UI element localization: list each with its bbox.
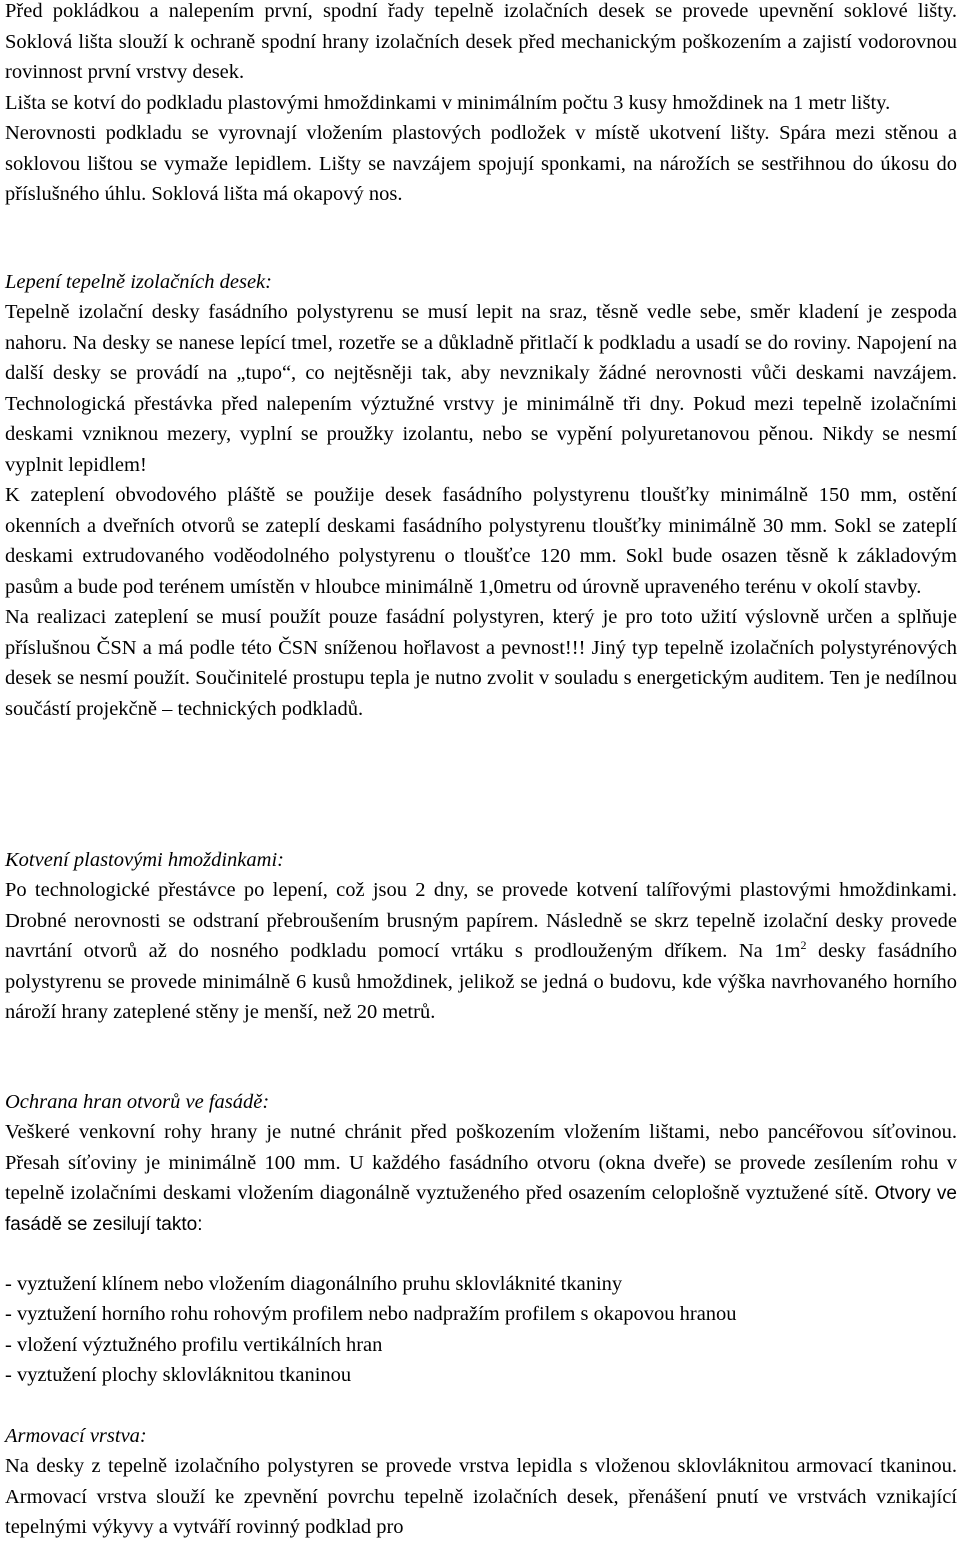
lepeni-paragraph-2: K zateplení obvodového pláště se použije desek fasádního polystyrenu tloušťky minimálně 150 mm, ostění okenních a dveřních otvorů se zateplí deskami fasádního polystyrenu tloušťky minimálně 30 mm. Sokl se zateplí deskami extrudovaného voděodolného polystyrenu o tloušťce 120 mm. Sokl bude osazen těsně k základovým pasům a bude pod terénem umístěn v hloubce minimálně 1,0metru od úrovně upraveného terénu v okolí stavby.: [5, 484, 957, 598]
ochrana-section: [5, 1087, 957, 1240]
square-superscript: 2: [800, 938, 807, 953]
ochrana-list-intro: Otvory ve fasádě se zesilují takto:: [5, 1183, 957, 1235]
lepeni-paragraph-3: Na realizaci zateplení se musí použít pouze fasádní polystyren, který je pro toto užití výslovně určen a splňuje příslušnou ČSN a má podle této ČSN sníženou hořlavost a pevnost!!! Jiný typ tepelně izolačních polystyrénových desek se nesmí použít. Součinitelé prostupu tepla je nutno zvolit v souladu s energetickým auditem. Ten je nedílnou součástí projekčně – technických podkladů.: [5, 606, 957, 720]
armovaci-paragraph: Na desky z tepelně izolačního polystyren se provede vrstva lepidla s vloženou sklovláknitou armovací tkaninou. Armovací vrstva slouží ke zpevnění povrchu tepelně izolačních desek, přenášení pnutí ve vrstvách vznikající tepelnými výkyvy a vytváří rovinný podklad pro: [5, 1455, 957, 1538]
intro-section: [5, 0, 957, 210]
ochrana-heading: Ochrana hran otvorů ve fasádě:: [5, 1091, 270, 1113]
lepeni-heading: Lepení tepelně izolačních desek:: [5, 271, 272, 293]
reinforcement-list: [5, 1269, 957, 1390]
kotveni-text-b: desky fasádního polystyrenu se provede minimálně 6 kusů hmoždinek, jelikož se jedná o budovu, kde výška navrhovaného horního nároží hrany zateplené stěny je menší, než 20 metrů.: [5, 940, 957, 1023]
intro-paragraph-3: Nerovnosti podkladu se vyrovnají vložením plastových podložek v místě ukotvení lišty. Spára mezi stěnou a soklovou lištou se vymaže lepidlem. Lišty se navzájem spojují sponkami, na nárožích se sestřihnou do úkosu do příslušného úhlu. Soklová lišta má okapový nos.: [5, 122, 957, 205]
intro-paragraph-1: Před pokládkou a nalepením první, spodní řady tepelně izolačních desek se provede upevnění soklové lišty. Soklová lišta slouží k ochraně spodní hrany izolačních desek před mechanickým poškozením a zajistí vodorovnou rovinnost první vrstvy desek.: [5, 0, 957, 83]
armovaci-section: [5, 1421, 957, 1543]
kotveni-paragraph: [5, 875, 957, 1028]
lepeni-paragraph-1: Tepelně izolační desky fasádního polystyrenu se musí lepit na sraz, těsně vedle sebe, směr kladení je zespoda nahoru. Na desky se nanese lepící tmel, rozetře se a důkladně přitlačí k podkladu a usadí se do roviny. Napojení na další desky se provádí na „tupo“, co nejtěsněji tak, aby nevznikaly žádné nerovnosti vůči deskami navzájem. Technologická přestávka před nalepením výztužné vrstvy je minimálně tři dny. Pokud mezi tepelně izolačními deskami vzniknou mezery, vyplní se proužky izolantu, nebo se vypění polyuretanovou pěnou. Nikdy se nesmí vyplnit lepidlem!: [5, 301, 957, 476]
intro-paragraph-2: Lišta se kotví do podkladu plastovými hmoždinkami v minimálním počtu 3 kusy hmoždinek na 1 metr lišty.: [5, 91, 891, 114]
armovaci-heading: Armovací vrstva:: [5, 1425, 147, 1447]
lepeni-section: [5, 267, 957, 724]
ochrana-text: Veškeré venkovní rohy hrany je nutné chránit před poškozením vložením lištami, nebo pancéřovou síťovinou. Přesah síťoviny je minimálně 100 mm. U každého fasádního otvoru (okna dveře) se provede zesílením rohu v tepelně izolačními deskami vložením diagonálně vyztuženého před osazením celoplošně vyztužené sítě.: [5, 1121, 957, 1204]
ochrana-paragraph: [5, 1117, 957, 1240]
list-item: - vložení výztužného profilu vertikálních hran: [5, 1333, 383, 1356]
kotveni-heading: Kotvení plastovými hmoždinkami:: [5, 849, 284, 871]
list-item: - vyztužení plochy sklovláknitou tkaninou: [5, 1363, 352, 1386]
list-item: - vyztužení horního rohu rohovým profilem nebo nadpražím profilem s okapovou hranou: [5, 1303, 737, 1326]
kotveni-text-a: Po technologické přestávce po lepení, což jsou 2 dny, se provede kotvení talířovými plastovými hmoždinkami. Drobné nerovnosti se odstraní přebroušením brusným papírem. Následně se skrz tepelně izolační desky provede navrtání otvorů až do nosného podkladu pomocí vrtáku s prodlouženým dříkem. Na 1m: [5, 879, 957, 962]
kotveni-section: [5, 845, 957, 1028]
list-item: - vyztužení klínem nebo vložením diagonálního pruhu sklovláknité tkaniny: [5, 1273, 623, 1295]
ochrana-list: [5, 1269, 957, 1390]
